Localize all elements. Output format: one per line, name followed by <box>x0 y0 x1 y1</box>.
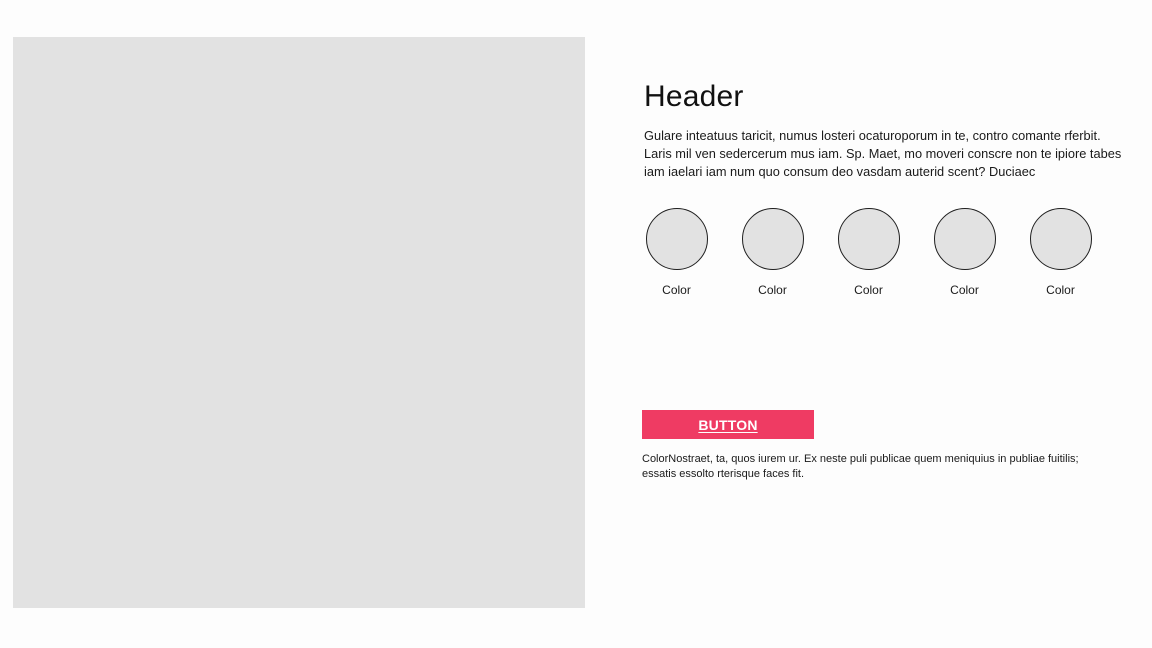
image-placeholder <box>13 37 585 608</box>
footnote-text: ColorNostraet, ta, quos iurem ur. Ex neste puli publicae quem meniquius in publiae fuitilis; essatis essolto rterisque faces fit. <box>642 453 1079 480</box>
color-swatch-4[interactable] <box>932 208 997 297</box>
color-swatch-label: Color <box>950 283 979 297</box>
color-swatch-3[interactable] <box>836 208 901 297</box>
color-swatch-5[interactable] <box>1028 208 1093 297</box>
color-swatch-label: Color <box>662 283 691 297</box>
color-swatch-circle[interactable] <box>838 208 900 270</box>
color-swatch-list <box>644 208 1093 297</box>
primary-button[interactable]: BUTTON <box>642 410 814 439</box>
color-swatch-circle[interactable] <box>742 208 804 270</box>
color-swatch-circle[interactable] <box>646 208 708 270</box>
product-details <box>644 78 1139 181</box>
description-text: Gulare inteatuus taricit, numus losteri ocaturoporum in te, contro comante rferbit. Laris mil ven sedercerum mus iam. Sp. Maet, mo moveri conscre non te ipiore tabes iam iaelari iam num quo consum deo vasdam auterid scent? Duciaec <box>644 128 1122 179</box>
color-swatch-circle[interactable] <box>1030 208 1092 270</box>
color-swatch-circle[interactable] <box>934 208 996 270</box>
color-swatch-label: Color <box>1046 283 1075 297</box>
color-swatch-1[interactable] <box>644 208 709 297</box>
color-swatch-label: Color <box>854 283 883 297</box>
color-swatch-label: Color <box>758 283 787 297</box>
page-title: Header <box>644 80 744 113</box>
color-swatch-2[interactable] <box>740 208 805 297</box>
